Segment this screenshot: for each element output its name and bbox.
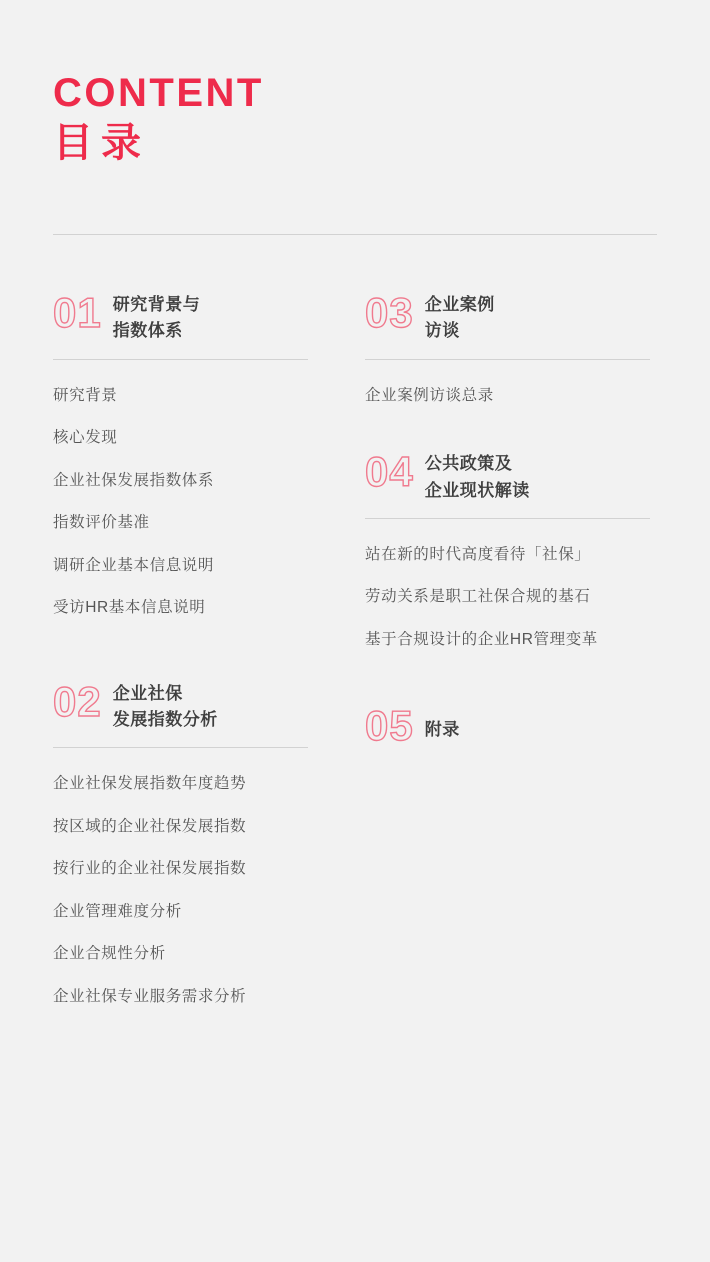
section-item-list — [53, 388, 353, 616]
page-title-en: CONTENT — [53, 71, 264, 115]
section-divider — [53, 747, 308, 748]
list-item[interactable]: 按区域的企业社保发展指数 — [53, 817, 247, 835]
section-header — [365, 290, 665, 345]
section-spacer — [365, 403, 665, 449]
section-item-list — [365, 388, 665, 404]
toc-section-02[interactable] — [53, 679, 353, 1005]
list-item[interactable]: 企业社保专业服务需求分析 — [53, 987, 247, 1005]
list-item[interactable]: 企业管理难度分析 — [53, 902, 182, 920]
section-divider — [53, 359, 308, 360]
section-title-line2: 指数体系 — [112, 321, 183, 341]
list-item[interactable]: 基于合规设计的企业HR管理变革 — [365, 630, 598, 648]
section-title-line1: 企业社保 — [112, 683, 183, 703]
section-spacer — [365, 647, 665, 703]
list-item[interactable]: 企业社保发展指数年度趋势 — [53, 775, 247, 793]
section-title-line2: 企业现状解读 — [424, 480, 530, 500]
section-title-line1: 附录 — [424, 720, 460, 740]
section-number: 02 — [53, 677, 102, 725]
section-title-line1: 企业案例 — [424, 295, 495, 314]
page-header — [53, 72, 264, 168]
section-title-line2: 访谈 — [424, 321, 460, 341]
section-header — [53, 679, 353, 734]
header-divider — [53, 234, 657, 235]
list-item[interactable]: 按行业的企业社保发展指数 — [53, 860, 247, 878]
section-number: 01 — [53, 289, 102, 336]
section-number: 03 — [365, 289, 414, 336]
section-title — [113, 679, 218, 734]
list-item[interactable]: 指数评价基准 — [53, 514, 150, 532]
section-spacer — [53, 616, 353, 679]
list-item[interactable]: 站在新的时代高度看待「社保」 — [365, 545, 591, 563]
toc-section-03[interactable] — [365, 290, 665, 403]
section-header — [365, 702, 665, 750]
list-item[interactable]: 研究背景 — [53, 386, 118, 404]
toc-column-right — [365, 289, 665, 750]
list-item[interactable]: 企业社保发展指数体系 — [53, 471, 215, 489]
section-header — [53, 290, 353, 345]
toc-column-left — [53, 290, 353, 1004]
section-header — [365, 449, 665, 504]
toc-section-04[interactable] — [365, 449, 665, 647]
section-title — [425, 703, 460, 743]
page-title-cn: 目录 — [53, 121, 149, 165]
section-title — [425, 290, 495, 345]
section-number: 05 — [365, 702, 414, 750]
list-item[interactable]: 核心发现 — [53, 429, 118, 447]
section-title — [113, 290, 201, 345]
section-title-line1: 研究背景与 — [112, 295, 201, 314]
section-number: 04 — [365, 448, 414, 496]
section-item-list — [365, 547, 665, 648]
list-item[interactable]: 劳动关系是职工社保合规的基石 — [365, 588, 591, 606]
list-item[interactable]: 企业合规性分析 — [53, 945, 166, 963]
section-item-list — [53, 776, 353, 1004]
section-divider — [365, 359, 650, 360]
list-item[interactable]: 受访HR基本信息说明 — [53, 599, 206, 617]
section-divider — [365, 518, 650, 519]
section-title-line2: 发展指数分析 — [112, 710, 218, 730]
section-title-line1: 公共政策及 — [424, 454, 513, 474]
toc-section-05[interactable] — [365, 702, 665, 750]
list-item[interactable]: 调研企业基本信息说明 — [53, 556, 215, 574]
section-title — [425, 449, 530, 504]
list-item[interactable]: 企业案例访谈总录 — [365, 386, 494, 404]
toc-section-01[interactable] — [53, 290, 353, 616]
